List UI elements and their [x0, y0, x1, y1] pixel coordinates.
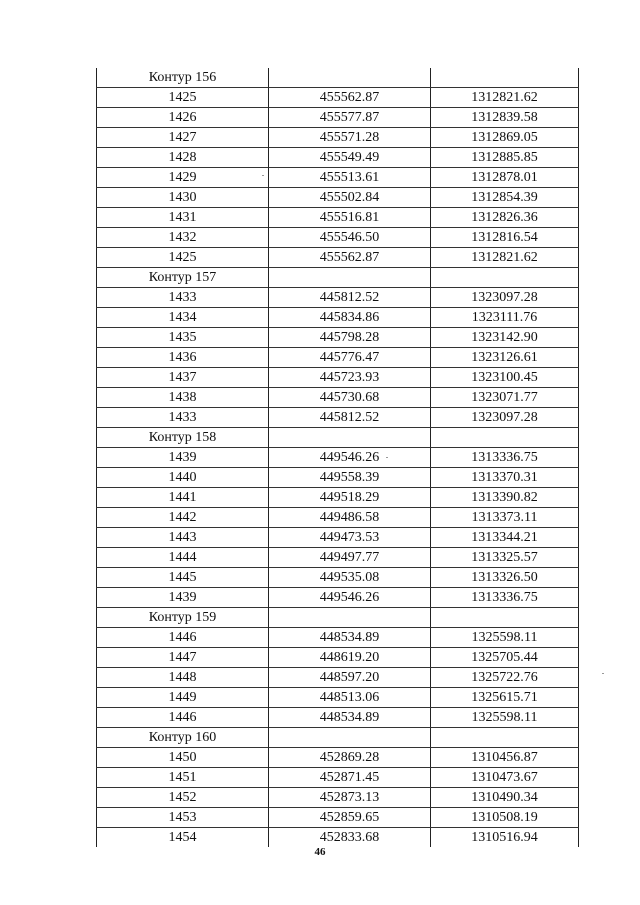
point-number-cell: 1442 [97, 508, 269, 528]
contour-header-row [97, 428, 579, 448]
table-row [97, 128, 579, 148]
point-number-cell: 1433 [97, 288, 269, 308]
contour-header-row [97, 268, 579, 288]
y-coordinate-cell: 1313344.21 [431, 528, 579, 548]
empty-cell [269, 68, 431, 88]
table-row [97, 208, 579, 228]
table-row [97, 388, 579, 408]
y-coordinate-cell: 1313370.31 [431, 468, 579, 488]
point-number-cell: 1447 [97, 648, 269, 668]
point-number-cell: 1429 [97, 168, 269, 188]
x-coordinate-cell: 455513.61 [269, 168, 431, 188]
x-coordinate-cell: 445723.93 [269, 368, 431, 388]
x-coordinate-cell: 449558.39 [269, 468, 431, 488]
x-coordinate-cell: 455516.81 [269, 208, 431, 228]
y-coordinate-cell: 1323142.90 [431, 328, 579, 348]
y-coordinate-cell: 1312878.01 [431, 168, 579, 188]
y-coordinate-cell: 1312885.85 [431, 148, 579, 168]
point-number-cell: 1439 [97, 448, 269, 468]
point-number-cell: 1435 [97, 328, 269, 348]
table-row [97, 628, 579, 648]
x-coordinate-cell: 448619.20 [269, 648, 431, 668]
table-row [97, 108, 579, 128]
x-coordinate-cell: 455577.87 [269, 108, 431, 128]
table-row [97, 468, 579, 488]
table-row [97, 348, 579, 368]
contour-label: Контур 158 [97, 428, 269, 448]
contour-label: Контур 156 [97, 68, 269, 88]
point-number-cell: 1445 [97, 568, 269, 588]
table-row [97, 448, 579, 468]
empty-cell [431, 268, 579, 288]
table-row [97, 788, 579, 808]
y-coordinate-cell: 1325705.44 [431, 648, 579, 668]
table-row [97, 668, 579, 688]
x-coordinate-cell: 452869.28 [269, 748, 431, 768]
point-number-cell: 1449 [97, 688, 269, 708]
point-number-cell: 1441 [97, 488, 269, 508]
table-row [97, 808, 579, 828]
empty-cell [431, 728, 579, 748]
x-coordinate-cell: 452873.13 [269, 788, 431, 808]
x-coordinate-cell: 445834.86 [269, 308, 431, 328]
x-coordinate-cell: 448534.89 [269, 708, 431, 728]
table-row [97, 768, 579, 788]
point-number-cell: 1431 [97, 208, 269, 228]
y-coordinate-cell: 1325722.76 [431, 668, 579, 688]
y-coordinate-cell: 1313390.82 [431, 488, 579, 508]
table-row [97, 508, 579, 528]
x-coordinate-cell: 449486.58 [269, 508, 431, 528]
x-coordinate-cell: 448513.06 [269, 688, 431, 708]
x-coordinate-cell: 448534.89 [269, 628, 431, 648]
y-coordinate-cell: 1312854.39 [431, 188, 579, 208]
empty-cell [269, 268, 431, 288]
coordinates-table [96, 68, 579, 847]
table-row [97, 168, 579, 188]
y-coordinate-cell: 1325615.71 [431, 688, 579, 708]
point-number-cell: 1428 [97, 148, 269, 168]
table-row [97, 368, 579, 388]
table-row [97, 688, 579, 708]
y-coordinate-cell: 1323071.77 [431, 388, 579, 408]
x-coordinate-cell: 452871.45 [269, 768, 431, 788]
y-coordinate-cell: 1310456.87 [431, 748, 579, 768]
contour-header-row [97, 728, 579, 748]
point-number-cell: 1443 [97, 528, 269, 548]
point-number-cell: 1430 [97, 188, 269, 208]
table-row [97, 748, 579, 768]
y-coordinate-cell: 1325598.11 [431, 708, 579, 728]
contour-label: Контур 157 [97, 268, 269, 288]
y-coordinate-cell: 1313336.75 [431, 448, 579, 468]
table-row [97, 308, 579, 328]
table-row [97, 648, 579, 668]
x-coordinate-cell: 445776.47 [269, 348, 431, 368]
scan-speck [262, 175, 264, 176]
x-coordinate-cell: 449546.26 [269, 448, 431, 468]
point-number-cell: 1425 [97, 88, 269, 108]
empty-cell [431, 68, 579, 88]
point-number-cell: 1440 [97, 468, 269, 488]
table-row [97, 588, 579, 608]
y-coordinate-cell: 1323126.61 [431, 348, 579, 368]
x-coordinate-cell: 455562.87 [269, 248, 431, 268]
y-coordinate-cell: 1310490.34 [431, 788, 579, 808]
y-coordinate-cell: 1312816.54 [431, 228, 579, 248]
y-coordinate-cell: 1312821.62 [431, 88, 579, 108]
x-coordinate-cell: 445812.52 [269, 408, 431, 428]
x-coordinate-cell: 455562.87 [269, 88, 431, 108]
x-coordinate-cell: 449546.26 [269, 588, 431, 608]
point-number-cell: 1454 [97, 828, 269, 848]
x-coordinate-cell: 449535.08 [269, 568, 431, 588]
x-coordinate-cell: 449473.53 [269, 528, 431, 548]
point-number-cell: 1427 [97, 128, 269, 148]
contour-label: Контур 160 [97, 728, 269, 748]
table-row [97, 528, 579, 548]
point-number-cell: 1453 [97, 808, 269, 828]
point-number-cell: 1432 [97, 228, 269, 248]
x-coordinate-cell: 455571.28 [269, 128, 431, 148]
table-row [97, 88, 579, 108]
table-row [97, 548, 579, 568]
contour-header-row [97, 68, 579, 88]
point-number-cell: 1434 [97, 308, 269, 328]
x-coordinate-cell: 449497.77 [269, 548, 431, 568]
y-coordinate-cell: 1323111.76 [431, 308, 579, 328]
table-row [97, 708, 579, 728]
table-row [97, 408, 579, 428]
point-number-cell: 1451 [97, 768, 269, 788]
point-number-cell: 1438 [97, 388, 269, 408]
empty-cell [269, 728, 431, 748]
table-row [97, 228, 579, 248]
point-number-cell: 1444 [97, 548, 269, 568]
y-coordinate-cell: 1313336.75 [431, 588, 579, 608]
x-coordinate-cell: 455546.50 [269, 228, 431, 248]
point-number-cell: 1452 [97, 788, 269, 808]
y-coordinate-cell: 1323097.28 [431, 288, 579, 308]
point-number-cell: 1448 [97, 668, 269, 688]
y-coordinate-cell: 1310508.19 [431, 808, 579, 828]
point-number-cell: 1446 [97, 708, 269, 728]
y-coordinate-cell: 1313325.57 [431, 548, 579, 568]
point-number-cell: 1425 [97, 248, 269, 268]
point-number-cell: 1433 [97, 408, 269, 428]
y-coordinate-cell: 1313326.50 [431, 568, 579, 588]
table-row [97, 288, 579, 308]
x-coordinate-cell: 445730.68 [269, 388, 431, 408]
y-coordinate-cell: 1325598.11 [431, 628, 579, 648]
x-coordinate-cell: 448597.20 [269, 668, 431, 688]
empty-cell [269, 608, 431, 628]
empty-cell [431, 428, 579, 448]
x-coordinate-cell: 452833.68 [269, 828, 431, 848]
point-number-cell: 1426 [97, 108, 269, 128]
table-row [97, 328, 579, 348]
y-coordinate-cell: 1313373.11 [431, 508, 579, 528]
scan-speck [602, 673, 604, 674]
page-number: 46 [314, 846, 326, 858]
point-number-cell: 1446 [97, 628, 269, 648]
contour-label: Контур 159 [97, 608, 269, 628]
table-row [97, 248, 579, 268]
y-coordinate-cell: 1323100.45 [431, 368, 579, 388]
x-coordinate-cell: 445812.52 [269, 288, 431, 308]
point-number-cell: 1450 [97, 748, 269, 768]
empty-cell [269, 428, 431, 448]
y-coordinate-cell: 1310516.94 [431, 828, 579, 848]
coordinates-table-body [97, 68, 579, 847]
x-coordinate-cell: 449518.29 [269, 488, 431, 508]
x-coordinate-cell: 455502.84 [269, 188, 431, 208]
y-coordinate-cell: 1310473.67 [431, 768, 579, 788]
table-row [97, 148, 579, 168]
y-coordinate-cell: 1312869.05 [431, 128, 579, 148]
y-coordinate-cell: 1312839.58 [431, 108, 579, 128]
empty-cell [431, 608, 579, 628]
point-number-cell: 1437 [97, 368, 269, 388]
table-row [97, 828, 579, 848]
y-coordinate-cell: 1323097.28 [431, 408, 579, 428]
scan-speck [386, 457, 388, 458]
point-number-cell: 1439 [97, 588, 269, 608]
x-coordinate-cell: 445798.28 [269, 328, 431, 348]
contour-header-row [97, 608, 579, 628]
table-row [97, 568, 579, 588]
table-row [97, 188, 579, 208]
point-number-cell: 1436 [97, 348, 269, 368]
y-coordinate-cell: 1312826.36 [431, 208, 579, 228]
table-row [97, 488, 579, 508]
x-coordinate-cell: 452859.65 [269, 808, 431, 828]
x-coordinate-cell: 455549.49 [269, 148, 431, 168]
y-coordinate-cell: 1312821.62 [431, 248, 579, 268]
